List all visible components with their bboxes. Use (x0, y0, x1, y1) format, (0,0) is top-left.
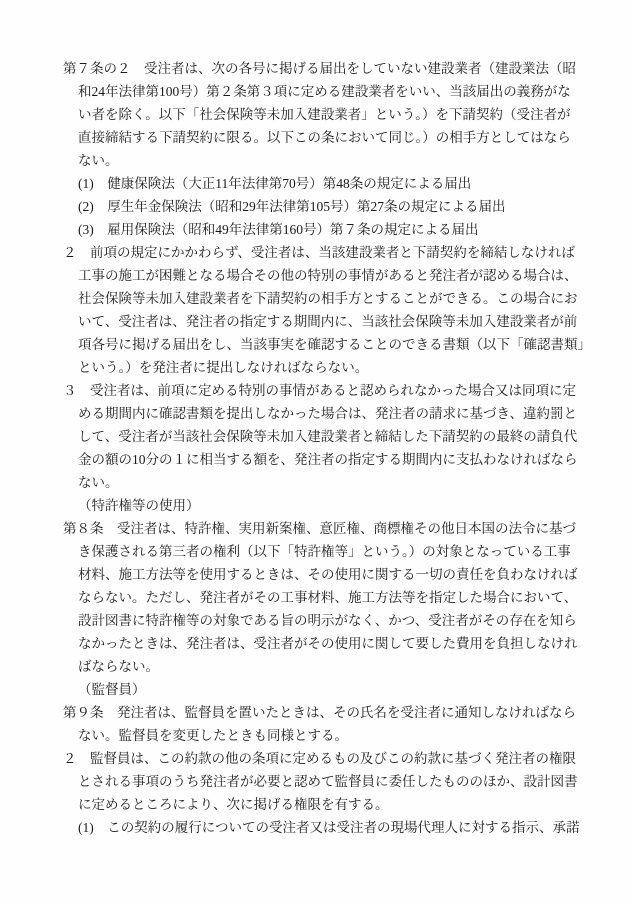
text-line: （監督員） (78, 682, 146, 697)
text-line: 設計図書に特許権等の対象である旨の明示がなく、かつ、受注者がその存在を知ら (78, 613, 577, 628)
text-line: き保護される第三者の権利（以下「特許権等」という。）の対象となっている工事 (78, 544, 571, 559)
text-line: ３ 受注者は、前項に定める特別の事情があると認められなかった場合又は同項に定 (63, 383, 576, 398)
text-line: 金の額の10分の１に相当する額を、発注者の指定する期間内に支払わなければなら (78, 452, 578, 467)
text-line: なかったときは、発注者は、受注者がその使用に関して要した費用を負担しなけれ (78, 636, 578, 651)
text-line: に定めるところにより、次に掲げる権限を有する。 (78, 797, 389, 812)
text-line: (1) この契約の履行についての受注者又は受注者の現場代理人に対する指示、承諾 (78, 820, 580, 835)
text-line: （特許権等の使用） (78, 498, 200, 513)
text-line: 第９条 発注者は、監督員を置いたときは、その氏名を受注者に通知しなければなら (63, 705, 576, 720)
text-line: 材料、施工方法等を使用するときは、その使用に関する一切の責任を負わなければ (78, 567, 578, 582)
text-line: 工事の施工が困難となる場合その他の特別の事情があると発注者が認める場合は、 (78, 268, 578, 283)
text-line: 第７条の２ 受注者は、次の各号に掲げる届出をしていない建設業者（建設業法（昭 (63, 61, 576, 76)
text-line: (3) 雇用保険法（昭和49年法律第160号）第７条の規定による届出 (78, 222, 479, 237)
text-line: ２ 前項の規定にかかわらず、受注者は、当該建設業者と下請契約を締結しなければ (63, 245, 575, 260)
text-line: める期間内に確認書類を提出しなかった場合は、発注者の請求に基づき、違約罰と (78, 406, 577, 421)
text-line: いて、受注者は、発注者の指定する期間内に、当該社会保険等未加入建設業者が前 (78, 314, 578, 329)
text-line: 和24年法律第100号）第２条第３項に定める建設業者をいい、当該届出の義務がな (78, 84, 571, 99)
text-line: して、受注者が当該社会保険等未加入建設業者と締結した下請契約の最終の請負代 (78, 429, 578, 444)
text-line: 直接締結する下請契約に限る。以下この条において同じ。）の相手方としてはなら (78, 130, 571, 145)
text-line: ばならない。 (78, 659, 159, 674)
text-line: (1) 健康保険法（大正11年法律第70号）第48条の規定による届出 (78, 176, 472, 191)
text-line: ならない。ただし、発注者がその工事材料、施工方法等を指定した場合において、 (78, 590, 578, 605)
text-line: ２ 監督員は、この約款の他の条項に定めるもの及びこの約款に基づく発注者の権限 (63, 751, 576, 766)
text-line: とされる事項のうち発注者が必要と認めて監督員に委任したもののほか、設計図書 (78, 774, 578, 789)
text-line: ない。 (78, 153, 119, 168)
text-line: 項各号に掲げる届出をし、当該事実を確認することのできる書類（以下「確認書類」 (78, 337, 591, 352)
text-line: 社会保険等未加入建設業者を下請契約の相手方とすることができる。この場合にお (78, 291, 578, 306)
document-text-block (0, 57, 630, 839)
text-line: ない。監督員を変更したときも同様とする。 (78, 728, 348, 743)
text-line: ない。 (78, 475, 119, 490)
text-line: (2) 厚生年金保険法（昭和29年法律第105号）第27条の規定による届出 (78, 199, 506, 214)
text-line: 第８条 受注者は、特許権、実用新案権、意匠権、商標権その他日本国の法令に基づ (63, 521, 576, 536)
text-line: という。）を発注者に提出しなければならない。 (78, 360, 369, 375)
text-line: い者を除く。以下「社会保険等未加入建設業者」という。）を下請契約（受注者が (78, 107, 571, 122)
